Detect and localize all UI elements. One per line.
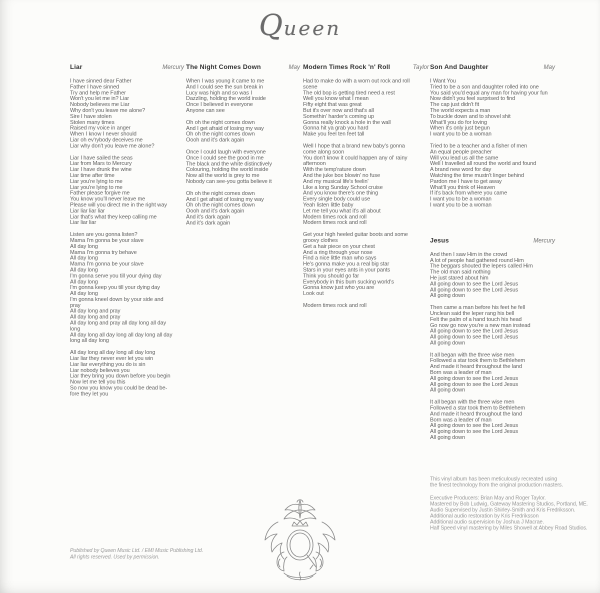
publishing-line: Published by Queen Music Ltd. / EMI Music Publishing Ltd. [70,548,204,554]
lyric-line: I'm gonna serve you till your dying day [70,272,162,279]
lyric-line: All day long and pray all day long all day [70,320,167,327]
lyric-line: Liar oh ev'rybody deceives me [70,136,143,143]
lyric-line: And I get afraid of losing my way [186,196,264,203]
lyric-line: Let me tell you what it's all about [303,207,381,214]
lyric-line: Now didn't you feel surprised to find [430,95,516,102]
lyric-line: Father I have sinned [70,83,120,90]
lyric-line: Liar you're lying to me [70,184,123,191]
lyrics-column-2 [186,63,300,226]
lyric-line: I want you to be a woman [430,131,492,138]
lyric-line: Mama I'm gonna be your slave [70,237,144,244]
lyric-line: An equal people preacher [430,148,492,155]
stanza [186,191,300,226]
queen-logo-initial: Q [258,8,284,42]
lyric-line: A lot of people had gathered round Him [430,257,524,264]
lyric-line: come along soon [303,148,345,155]
lyric-line: Modern times rock and roll [303,302,367,309]
lyric-line: Nobody believes me Liar [70,101,130,108]
lyric-line: And my musical life's feelin' [303,178,369,185]
lyrics-column-3 [303,63,429,309]
lyric-line: Listen are you gonna listen? [70,231,138,238]
lyric-line: Mama I'm gonna be your slave [70,261,144,268]
lyric-line: I want you to be a woman [430,201,492,208]
lyric-line: Make you feel ten feet tall [303,131,365,138]
lyric-line: With the temp'rature down [303,166,366,173]
lyric-line: All going down to see the Lord Jesus [430,334,519,341]
lyric-line: And made it heard throughout the land [430,410,523,417]
production-credit-line: Additional audio restoration by Kris Fredriksson [430,513,539,519]
lyric-line: Gonna know just who you are [303,284,375,291]
stanza [430,352,555,393]
credit-note-line: This vinyl album has been meticulously recreated using [430,476,558,482]
lyric-line: Won't you let me in? Liar [70,95,130,102]
song-header [303,63,429,71]
lyric-line: All going down to see the Lord Jesus [430,381,519,388]
lyric-line: Once I believed in everyone [186,101,253,108]
lyric-line: All day long and pray [70,308,121,315]
lyric-line: Dazzling, holding the world inside [186,95,266,102]
lyric-line: Go now go now you're a new man instead [430,322,531,329]
lyric-line: Look out [303,290,324,297]
lyric-line: Mama I'm gonna try behave [70,249,137,256]
lyric-line: Like a long Sunday School cruise [303,184,383,191]
lyric-line: A brand new word for day [430,166,492,173]
lyric-line: Now let me tell you this [70,379,126,386]
lyric-line: Father please forgive me [70,190,130,197]
stanza [303,303,429,309]
song-author: May [288,63,300,71]
queen-logo [0,8,600,42]
lyric-line: Liar liar liar [70,219,97,226]
lyric-line: And then I saw Him in the crowd [430,251,508,258]
lyric-line: And made it heard throughout the land [430,363,523,370]
lyric-line: All day long [70,243,98,250]
lyrics-column-4 [430,63,555,441]
production-credit-line: Mastered by Bob Ludwig, Gateway Mastering Studios, Portland, ME. [430,501,588,507]
stanza [70,79,184,150]
lyric-line: And the juke box blowin' no fuse [303,172,381,179]
stanza [303,232,429,297]
production-credit-line: Audio Supervised by Justin Shirley-Smith and Kris Fredriksson. [430,507,576,513]
lyric-line: Every single body could use [303,196,371,203]
song-author: Mercury [533,236,555,244]
lyric-line: Liar I have sailed the seas [70,154,133,161]
song-title: The Night Comes Down [186,63,261,71]
lyric-line: All going down to see the Lord Jesus [430,286,519,293]
lyric-line: Liar time after time [70,172,115,179]
lyric-line: Raised my voice in anger [70,125,131,132]
lyric-line: All day long and pray [70,314,121,321]
crest-left-lion-icon [277,552,287,571]
lyric-line: Somethin' harder's coming up [303,113,375,120]
lyric-line: Well I hope that a brand new baby's gonna [303,142,405,149]
lyric-line: Stars in your eyes ants in your pants [303,266,391,273]
lyric-line: The world expects a man [430,107,491,114]
lyric-line: Modern times rock and roll [303,219,367,226]
lyric-line: Anyone can see [186,107,225,114]
crest-right-lion-icon [313,552,323,571]
production-credit-line: Executive Producers: Brian May and Roger Taylor. [430,495,546,501]
lyric-line: The old bop is getting tired need a rest [303,89,395,96]
production-credit-line: Additional audio supervision by Joshua J Macrae. [430,519,544,525]
lyric-line: Oh oh the night comes down [186,119,255,126]
lyric-line: Colouring, holding the world inside [186,166,269,173]
lyric-line: You said you'd equal any man for having your fun [430,89,548,96]
production-credit-line: Half Speed vinyl mastering by Miles Showell at Abbey Road Studios. [430,525,588,531]
lyric-line: pray [70,302,81,309]
lyric-line: Get a hair piece on your chest [303,243,375,250]
lyric-line: Born was a leader of man [430,416,492,423]
stanza [430,143,555,208]
stanza [430,400,555,441]
lyric-line: And I could see the sun break in [186,83,263,90]
lyric-line: Liar they bring you down before you begin [70,373,171,380]
lyric-line: Liar from Mars to Mercury [70,160,132,167]
lyric-line: All going down to see the Lord Jesus [430,428,519,435]
lyric-line: Then came a man before his feet he fell [430,304,525,311]
lyric-line: You know you'll never leave me [70,196,146,203]
lyric-line: When I was young it came to me [186,78,265,84]
lyric-line: I want you to be a woman [430,196,492,203]
song-author: Mercury [162,63,184,71]
lyric-line: All going down [430,292,466,299]
lyric-line: Well you know what I mean [303,95,369,102]
lyric-line: long all day long [70,337,109,344]
lyric-line: Oooh and it's dark again [186,137,245,144]
lyric-line: Liar liar liar liar [70,207,105,214]
publishing-notice [70,548,250,561]
crest-base-scroll [284,572,316,580]
lyric-line: All day long all day long all day long [70,349,156,356]
publishing-line: All rights reserved. Used by permission. [70,554,160,560]
lyric-line: Gonna hit ya grab you hard [303,125,369,132]
queen-crest-emblem [258,493,342,588]
lyric-line: All going down [430,339,466,346]
lyric-line: scene [303,83,318,90]
lyric-line: If it's back from where you came [430,190,508,197]
lyric-line: But it's over now and that's all [303,107,374,114]
lyric-line: Fifty eight that was great [303,101,362,108]
lyric-line: All day long [70,266,98,273]
lyric-line: Find a nice little man who says [303,255,377,262]
stanza [70,155,184,226]
lyric-line: Felt the palm of a hand touch his head [430,316,522,323]
lyric-line: The cap just didn't fit [430,101,480,108]
lyric-line: You don't know it could happen any ol' rainy [303,154,408,161]
queen-logo-rest: ueen [283,17,342,40]
stanza [70,232,184,344]
lyric-line: Tried to be a teacher and a fisher of men [430,142,528,149]
song-header [70,63,184,71]
lyric-line: Unclean said the leper rang his bell [430,310,515,317]
song-the-night-comes-down [186,63,300,226]
lyric-line: Oh oh the night comes down [186,131,255,138]
song-title: Modern Times Rock 'n' Roll [303,63,391,71]
lyric-line: Once I could laugh with everyone [186,148,266,155]
lyric-line: Why don't you leave me alone? [70,107,146,114]
stanza [70,350,184,397]
lyric-line: Watching the time mustn't linger behind [430,172,524,179]
lyric-line: Had to make do with a worn out rock and roll [303,78,410,84]
lyric-line: Liar you're lying to me [70,178,123,185]
lyric-line: afternoon [303,160,326,167]
lyric-line: Everybody in this bum sucking world's [303,278,394,285]
song-header [186,63,300,71]
lyric-line: The beggars shouted the lepers called Him [430,263,533,270]
credit-note-line: the finest technology from the original production masters. [430,482,564,488]
lyric-line: So now you know you could be dead be- [70,385,168,392]
lyric-line: Modern times rock and roll [303,213,367,220]
lyric-line: All going down to see the Lord Jesus [430,422,519,429]
song-modern-times-rock-n-roll [303,63,429,309]
lyric-line: I Want You [430,78,456,84]
lyric-line: All going down [430,387,466,394]
stanza [186,79,300,114]
lyric-line: And it's dark again [186,219,231,226]
lyric-line: All going down to see the Lord Jesus [430,280,519,287]
lyric-line: Liar that's what they keep calling me [70,213,157,220]
lyric-line: Well I travelled all round the world and found [430,160,537,167]
lyric-line: Lucy was high and so was I [186,89,252,96]
lyric-line: All day long [70,255,98,262]
stanza [430,79,555,138]
stanza [430,305,555,346]
lyric-line: Stolen many times [70,119,115,126]
lyric-line: To buckle down and to shovel shit [430,113,511,120]
lyric-line: All going down to see the Lord Jesus [430,328,519,335]
crest-crown-icon [292,521,308,526]
stanza [303,143,429,226]
lyric-line: Tried to be a son and daughter rolled into one [430,83,539,90]
lyric-line: The old man said nothing [430,269,491,276]
lyric-line: Yeah listen little baby [303,201,354,208]
lyric-line: All day long [70,278,98,285]
song-title: Jesus [430,236,449,244]
lyric-line: I'm gonna kneel down by your side and [70,296,164,303]
lyric-line: Oooh and it's dark again [186,208,245,215]
lyric-line: The black and the white distinctively [186,160,272,167]
crest-q-icon [287,530,316,569]
lyric-line: All day long [70,290,98,297]
lyric-line: Liar liar everything you do is sin [70,361,146,368]
lyric-line: Now all the world is grey to me [186,172,260,179]
song-son-and-daughter [430,63,555,208]
lyric-line: long [70,325,81,332]
song-liar [70,63,184,397]
song-author: May [543,63,555,71]
lyric-line: When I know I never should [70,131,137,138]
lyric-line: All day long all day long all day long all day [70,331,173,338]
lyric-line: Oh oh the night comes down [186,190,255,197]
stanza [186,120,300,144]
lyric-line: I'm gonna keep you till your dying day [70,284,160,291]
lyric-line: Followed a star took them to Bethlehem [430,357,526,364]
recreation-note [430,476,595,488]
song-header [430,63,555,71]
lyric-line: Nobody can see-you gotta believe it [186,178,272,185]
song-jesus [430,236,555,441]
lyric-line: It all began with the three wise men [430,399,515,406]
lyric-line: Liar why don't you leave me alone? [70,142,155,149]
lyric-line: What'll you do for loving [430,119,487,126]
credits-block [430,476,595,531]
lyric-line: fore they let you [70,390,109,397]
stanza [186,149,300,184]
lyric-line: groovy clothes [303,237,338,244]
song-author: Taylor [412,63,429,71]
lyric-line: Get your high heeled guitar boots and some [303,231,408,238]
lyric-line: I have sinned dear Father [70,78,132,84]
lyric-line: Followed a star took them to Bethlehem [430,405,526,412]
stanza [303,79,429,138]
crest-phoenix-icon [284,500,316,521]
song-title: Liar [70,63,83,71]
lyric-line: Liar I have drunk the wine [70,166,132,173]
song-title: Son And Daughter [430,63,489,71]
lyric-line: And you know there's one thing [303,190,379,197]
lyric-line: Once I could see the good in me [186,154,264,161]
lyric-line: And it's dark again [186,213,231,220]
lyric-line: Sire I have stolen [70,113,112,120]
lyric-line: What'll you think of Heaven [430,184,496,191]
lyric-line: He's gonna make you a real big star [303,261,390,268]
lyric-line: Pardon me I have to get away [430,178,502,185]
lyric-line: It all began with the three wise men [430,351,515,358]
lyric-line: And I get afraid of losing my way [186,125,264,132]
stanza [430,252,555,299]
lyric-line: He just stared about him [430,274,489,281]
lyrics-column-1 [70,63,184,397]
lyric-line: Will you lead us all the same [430,154,499,161]
song-header [430,236,555,244]
lyric-line: Born was a leader of man [430,369,492,376]
lyric-line: Liar nobody believes you [70,367,130,374]
lyric-line: Liar liar they never ever let you win [70,355,154,362]
lyric-line: Please will you direct me in the right way [70,201,167,208]
lyric-line: When it's only just begun [430,125,490,132]
lyric-line: Oh oh the night comes down [186,202,255,209]
lyric-line: Try and help me Father [70,89,126,96]
lyric-line: All going down [430,434,466,441]
lyric-line: Gonna really knock a hole in the wall [303,119,391,126]
lyric-line: All going down to see the Lord Jesus [430,375,519,382]
lyric-line: Think you should go far [303,272,360,279]
production-credits [430,495,595,531]
lyric-line: And a ring through your nose [303,249,373,256]
